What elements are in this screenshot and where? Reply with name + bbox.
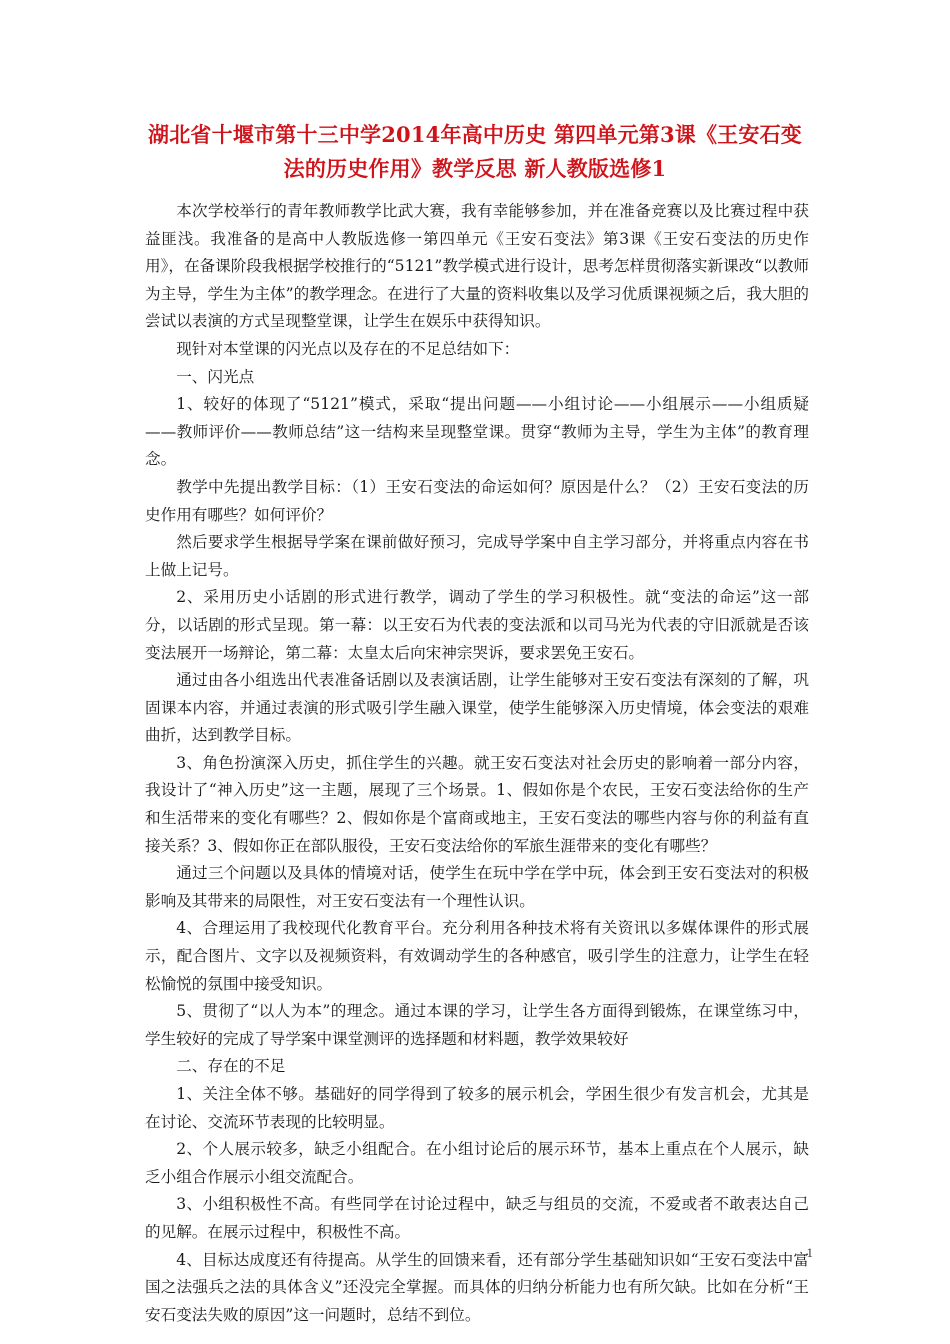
paragraph: 教学中先提出教学目标：（1）王安石变法的命运如何？原因是什么？（2）王安石变法的历史作用有哪些？如何评价？ bbox=[145, 477, 809, 524]
paragraph: 4、合理运用了我校现代化教育平台。充分利用各种技术将有关资讯以多媒体课件的形式展示，配合图片、文字以及视频资料，有效调动学生的各种感官，吸引学生的注意力，让学生在轻松愉悦的氛围中接受知识。 bbox=[145, 919, 809, 993]
paragraph: 本次学校举行的青年教师教学比武大赛，我有幸能够参加，并在准备竞赛以及比赛过程中获益匪浅。我准备的是高中人教版选修一第四单元《王安石变法》第3课《王安石变法的历史作用》，在备课阶段我根据学校推行的“5121”教学模式进行设计，思考怎样贯彻落实新课改“以教师为主导，学生为主体”的教学理念。在进行了大量的资料收集以及学习优质课视频之后，我大胆的尝试以表演的方式呈现整堂课，让学生在娱乐中获得知识。 bbox=[145, 202, 809, 331]
paragraph: 然后要求学生根据导学案在课前做好预习，完成导学案中自主学习部分，并将重点内容在书上做上记号。 bbox=[145, 533, 809, 579]
paragraph: 3、小组积极性不高。有些同学在讨论过程中，缺乏与组员的交流，不爱或者不敢表达自己的见解。在展示过程中，积极性不高。 bbox=[145, 1195, 809, 1241]
paragraph: 1、关注全体不够。基础好的同学得到了较多的展示机会，学困生很少有发言机会，尤其是在讨论、交流环节表现的比较明显。 bbox=[145, 1085, 809, 1131]
paragraph: 3、角色扮演深入历史，抓住学生的兴趣。就王安石变法对社会历史的影响着一部分内容，我设计了“神入历史”这一主题，展现了三个场景。1、假如你是个农民，王安石变法给你的生产和生活带来的变化有哪些？2、假如你是个富商或地主，王安石变法的哪些内容与你的利益有直接关系？3、假如你正在部队服役，王安石变法给你的军旅生涯带来的变化有哪些？ bbox=[145, 753, 809, 855]
paragraph: 1、较好的体现了“5121”模式，采取“提出问题——小组讨论——小组展示——小组质疑——教师评价——教师总结”这一结构来呈现整堂课。贯穿“教师为主导，学生为主体”的教育理念。 bbox=[145, 395, 809, 469]
paragraph: 5、贯彻了“以人为本”的理念。通过本课的学习，让学生各方面得到锻炼，在课堂练习中，学生较好的完成了导学案中课堂测评的选择题和材料题，教学效果较好 bbox=[145, 1002, 809, 1048]
paragraph: 4、目标达成度还有待提高。从学生的回馈来看，还有部分学生基础知识如“王安石变法中富国之法强兵之法的具体含义”还没完全掌握。而具体的归纳分析能力也有所欠缺。比如在分析“王安石变法失败的原因”这一问题时，总结不到位。 bbox=[145, 1250, 809, 1324]
paragraph: 2、采用历史小话剧的形式进行教学，调动了学生的学习积极性。就“变法的命运”这一部分，以话剧的形式呈现。第一幕：以王安石为代表的变法派和以司马光为代表的守旧派就是否该变法展开一场辩论，第二幕：太皇太后向宋神宗哭诉，要求罢免王安石。 bbox=[145, 588, 809, 662]
section-heading: 二、存在的不足 bbox=[176, 1057, 286, 1076]
document-body bbox=[145, 198, 809, 1329]
page-number: 1 bbox=[806, 1245, 813, 1260]
paragraph: 通过三个问题以及具体的情境对话，使学生在玩中学在学中玩，体会到王安石变法对的积极影响及其带来的局限性，对王安石变法有一个理性认识。 bbox=[145, 864, 809, 910]
paragraph: 2、个人展示较多，缺乏小组配合。在小组讨论后的展示环节，基本上重点在个人展示，缺乏小组合作展示小组交流配合。 bbox=[145, 1140, 809, 1186]
paragraph: 现针对本堂课的闪光点以及存在的不足总结如下： bbox=[176, 339, 520, 358]
document-title: 湖北省十堰市第十三中学2014年高中历史 第四单元第3课《王安石变法的历史作用》教学反思 新人教版选修1 bbox=[148, 122, 802, 181]
section-heading: 一、闪光点 bbox=[176, 367, 255, 386]
paragraph: 通过由各小组选出代表准备话剧以及表演话剧，让学生能够对王安石变法有深刻的了解，巩固课本内容，并通过表演的形式吸引学生融入课堂，使学生能够深入历史情境，体会变法的艰难曲折，达到教学目标。 bbox=[145, 671, 809, 745]
